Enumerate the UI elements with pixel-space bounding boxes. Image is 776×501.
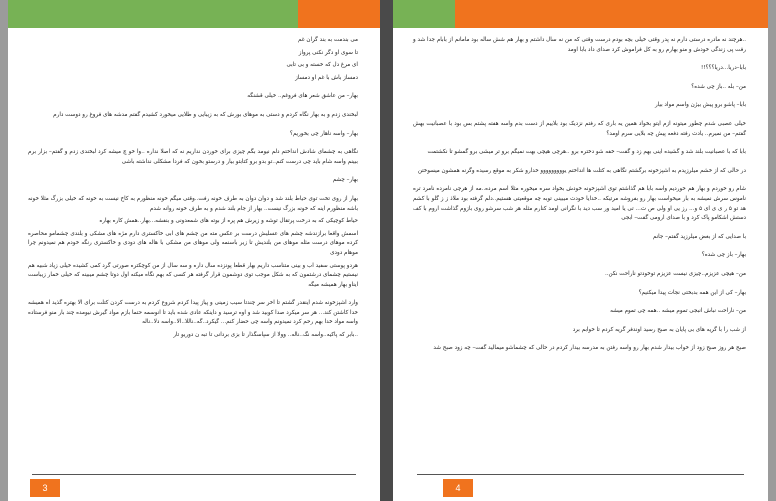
page-header-bar [393, 0, 768, 28]
paragraph: من– ناراحت نباش انبجی تموم میشه ..همه چی تموم میشه [610, 308, 746, 315]
poem-line: دمساز باش با غم او دمساز [295, 74, 358, 81]
paragraph: بهار– باز چی شده؟ [701, 252, 746, 259]
paragraph: از شب را با گریه های بی پایان به صبح رسید اوندفر گریه کردم تا خوابم برد [572, 326, 746, 333]
paragraph: حیاط کوچیکی که به درخت پرتقال توشه و زیرش هم پره از بوته های شمعدونی و بنفشه...بهار..همش کاره بهاره [99, 218, 358, 225]
footer-rule [32, 474, 356, 475]
page-header-bar [8, 0, 380, 28]
paragraph: صبح هر روز صبح زود از خواب بیدار شدم بهار رو واسه رفتن به مدرسه بیدار کردم در حالی که چشماشو میمالید گفت– چه زود صبح شد [433, 345, 746, 352]
paragraph: وارد اشپزخونه شدم اینقدر گشتم تا اخر سر چندتا سیب زمینی و پیاز پیدا کردم شروع کردم به درست کردن کتلت برای الا بهتره گذید اه همیشه خدا کاشتن کند... هر سر میکرد صدا کوبید شد و اوه ترسید و داینکه عادی شده باید تا انوسمه حتما بازم مواد گیرش نیومده چند بار منو فرستاده واسه مواد خدا بهم رحم کرد نمیدونم واسه چی حضار کنم... گیکرد..گه..ناللا..الا..واسه دلا..ناله [28, 300, 358, 326]
paragraph: هردو پوستی سفید اب و بینی متناسب داریم بهار قطعا پونزده سال داره و سه سال از من کوچکتره صورتی گرد کمی کشیده خیلی زیاد شبیه هم نیستیم چشمای درشتمون که به شکل موجب توی دوشمون قرار گرفته هر کسی که بهم نگاه میکنه اول دوتا چشم میبینه که خیلی خمار زیباست ایناو بهار همیشه میگه [28, 262, 358, 288]
paragraph: اسمش واقعا برازندشه چشم های عسلیش درست بر عکس مته من چشم های ابی خاکستری دارم مژه های مشکی و بلندی چشمامو محاصره کرده موهای درست مثله موهای من بلندیش تا زیر باسنمه ولی موهای من مشکی با هاله های دودی و خاکستری رنگه خودم هم نمیدونم چرا موهام دودی [28, 230, 358, 256]
paragraph: بهار– واسه ناهار چی بخوریم؟ [289, 130, 358, 137]
paragraph: در حالی که از خشم میلرزیدم به اشپزخونه برگشتم نگاهی به کتلت ها انداختم یووووووووو خدارو شکر به موقع رسیده وگرنه همشون میسوختن [417, 167, 746, 174]
paragraph: لبخندی زدم و به بهار نگاه کردم و دستی به موهای بورش که به زیبایی و طلایی میخورد کشیدم گفتم مدشه های فروغ رو دوست دارم [53, 111, 358, 118]
paragraph: من– بله ..باز چی شده؟ [691, 83, 746, 90]
paragraph: ..هرچند نه مادره درستی دارم نه پدر وقتی خیلی بچه بودم درست وقتی که من نه سال داشتم و بهار هم شش ساله بود مامانم از بابام جدا شد و رفت پی زندگی خودش و منو بهارم رو به کل فراموش کرد صدای داد بابا اومد [413, 37, 746, 53]
paragraph: بهار– چشم [332, 177, 358, 184]
paragraph: نگاهی به چشمای شادش انداختم دلم نیومد بگم چیزی برای خوردن نداریم نه که اصلا نداره ..وا خو چ میشه کرد لبخندی زدم و گفتم– بزار برم ببینم واسه شام باید چی درست کنم..تو بدو برو کتابتو بیار و درستو بخون که فردا مشکلی نداشته باشی [28, 149, 358, 165]
right-page [393, 0, 768, 501]
paragraph: بابا– پاشو برو پیش بیژن واسم مواد بیار [654, 102, 746, 109]
paragraph: با صدایی که از بغض میلرزید گفتم– جانم [652, 233, 746, 240]
book-spine [380, 0, 393, 501]
paragraph: بهار– من عاشق شعر های فروغم.. خیلی قشنگه [247, 93, 358, 100]
paragraph: بهار از روی تخت توی حیاط بلند شد و دوان دوان به طرف خونه رفت..وقتی میگم خونه منظورم به کاخ نیست به خونه که خیلی بزرگ مثلا خونه باشه منظورم اینه که خونه بزرگ نیست.. بهار از جام بلند شدم و به طرف خونه روانه شدم [28, 195, 358, 212]
paragraph: بابا که با عصبانیت بلند شد و گشیده اینی بهم زد و گفت– خفه شو دختره برو ..هرچی هیچی بهت نمیگم برو تر میشی برو گمشو تا نکشتمت [427, 149, 746, 156]
footer-rule [417, 474, 744, 475]
right-page-text [413, 36, 746, 463]
page-number-badge: 3 [30, 479, 60, 497]
paragraph: ..بابر که پاکیه..واسه نگ..ناله.. وولا از سپاسگذار تا بزی بردانی تا تبه ن دوریو تار [173, 332, 358, 339]
poem-line: می بندمت به بند گران غم [297, 37, 358, 43]
paragraph: بابا–دریا...دریا؟؟؟!! [701, 65, 746, 72]
page-number-badge: 4 [443, 479, 473, 497]
paragraph: شام رو خوردم و بهار هم خوردیم واسه بابا هم گذاشتم توی اشپزخونه خودش بخواد سره میخوره مثلا اسم مرده..مه از هرچی نامرده نامرد تره ناموس سرش نمیشه به بار میخواست بهار رو بفروشه مرتیکه ..خدایا خودت میبینی توبه چه موقعیتی هستیم..دلم گرفته بود ملاذ ز ز گلو با کشم هد تو ۵ ر ی ی ای ۵ و... رز یی او ولی ص ت... تی یا امید ور سب دید با نگرانی اومد کنارم مثله هر شب سرشو روی بازوم گذاشت اروم با کف دستش اشکامو پاک کرد و با صدای ارومی گفت– ابجی [413, 186, 747, 222]
paragraph: خیلی عصبی شدم چطور میتونه ازم ایتو بخواد همین یه باری که رفتم نزدیک بود بلاییم از دست بدم واسه هفته پشتم بس بود با عصبانیت بهش گفتم– من نمیرم.. یادت رفته دفعه پیش چه بلایی سرم اومد؟ [413, 120, 746, 137]
poem-line: ای مرغ دل که خسته و بی تابی [286, 62, 358, 69]
header-green-band [8, 0, 298, 28]
paragraph: بهار– کی از این همه بدبختی نجات پیدا میکنیم؟ [638, 289, 746, 296]
header-orange-band [298, 0, 380, 28]
left-page-text [28, 36, 358, 463]
header-green-band [393, 0, 455, 28]
header-orange-band [455, 0, 768, 28]
poem-line: تا سوی او دگر نکنی پرواز [298, 49, 358, 56]
left-page [8, 0, 380, 501]
paragraph: من– هیچی عزیزم..چیزی نیست عزیزم توخودتو ناراحت نکن.. [604, 270, 746, 277]
